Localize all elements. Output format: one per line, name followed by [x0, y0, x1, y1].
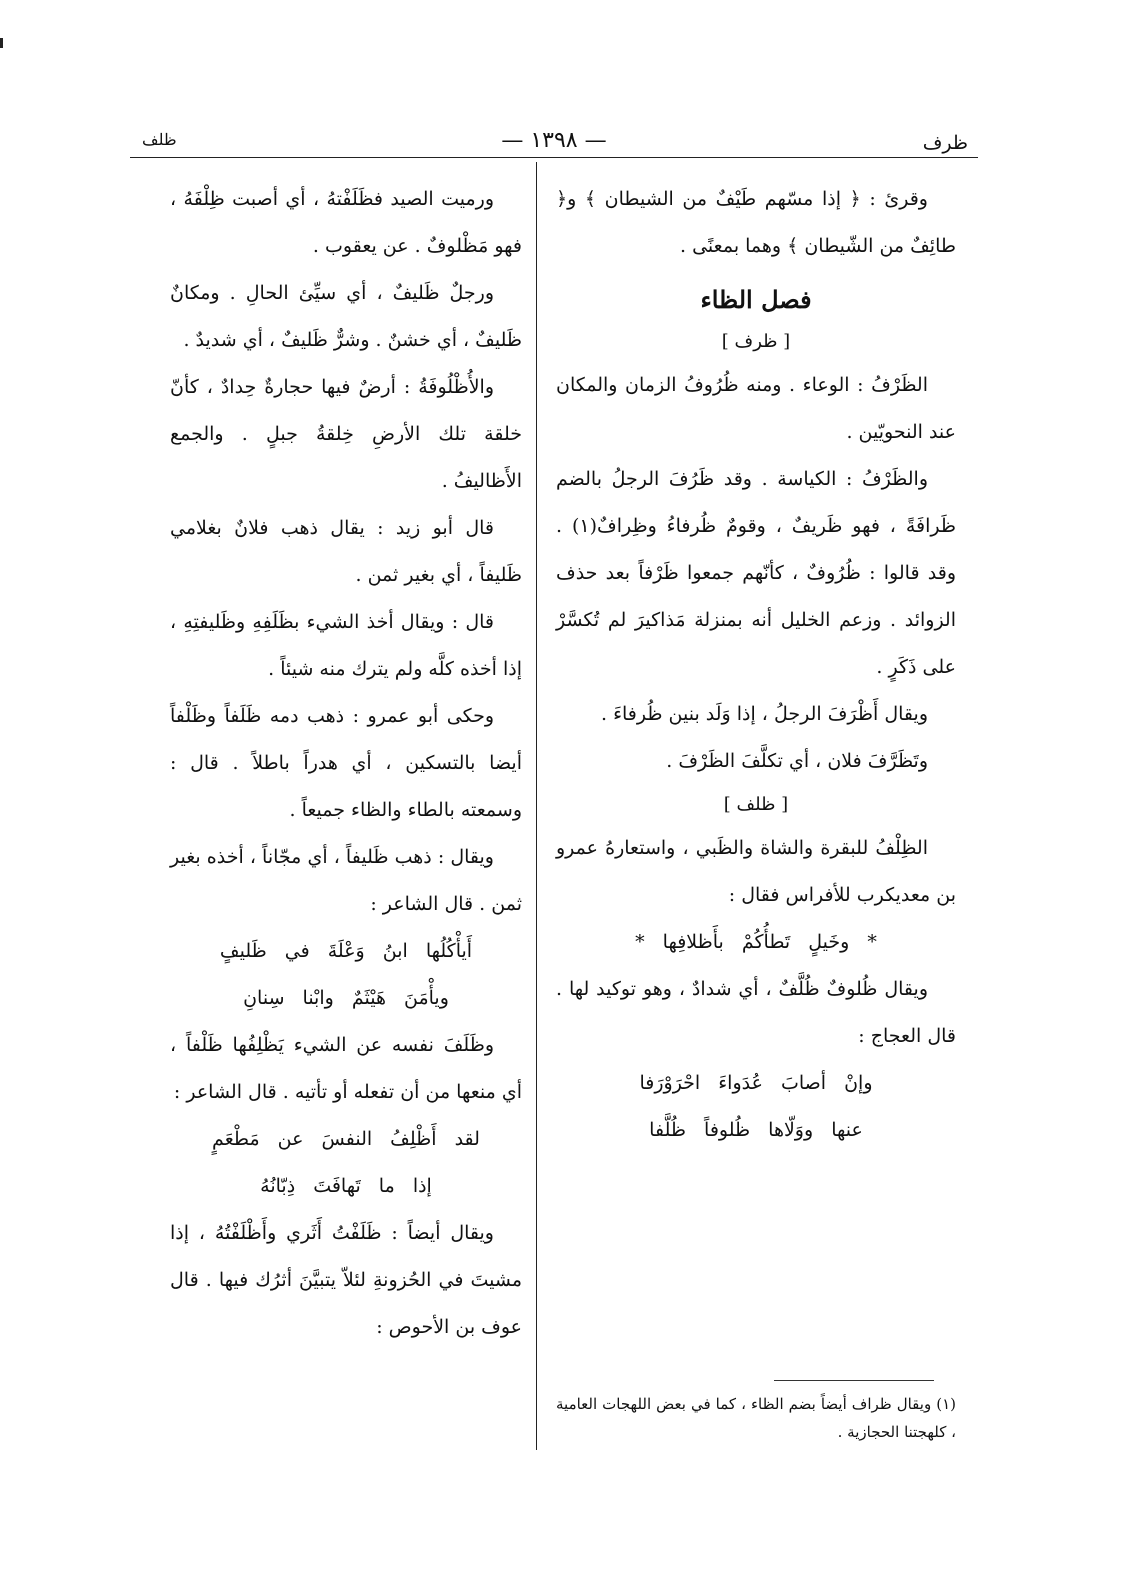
guide-word-left: ظلف [142, 130, 177, 149]
entry-heading: [ ظرف ] [721, 331, 791, 352]
verse-line: أَيأْكُلُها ابنُ وَعْلَةَ في ظَليفٍ [219, 940, 473, 962]
paragraph: وحكى أبو عمرو : ذهب دمه ظَلَفاً وظَلْفاً أيضا بالتسكين ، أي هدراً باطلاً . قال : وسمعته بالطاء والظاء جميعاً . [170, 705, 522, 821]
paragraph: ويقال ظُلوفٌ ظُلَّفٌ ، أي شدادٌ ، وهو توكيد لها . قال العجاج : [556, 978, 956, 1047]
verse-line: لقد أَظْلِفُ النفسَ عن مَطْعَمٍ [212, 1128, 480, 1150]
page-number: — ١٣٩٨ — [501, 128, 607, 153]
scan-mark [0, 38, 3, 48]
verse-line: إذا ما تَهافَتَ ذِبّانُهُ [260, 1175, 432, 1197]
footnote: (١) ويقال ظراف أيضاً بضم الظاء ، كما في بعض اللهجات العامية ، كلهجتنا الحجازية . [556, 1395, 956, 1441]
paragraph: والظَرْفُ : الكياسة . وقد ظَرُفَ الرجلُ بالضم ظَرافَةً ، فهو ظَريفٌ ، وقومٌ ظُرفاءُ وظِرافٌ(١) . وقد قالوا : ظُرُوفٌ ، كأنّهم جمعوا ظَرْفاً بعد حذف الزوائد . وزعم الخليل أنه بمنزلة مَذاكيرَ لم تُكسَّرْ على ذَكَرٍ . [556, 468, 957, 678]
left-column [170, 176, 522, 1351]
paragraph: وتَظَرَّفَ فلان ، أي تكلَّفَ الظَرْفَ . [666, 750, 928, 772]
entry-heading: [ ظلف ] [723, 794, 789, 815]
paragraph: قال : ويقال أخذ الشيء بظَلَفِهِ وظَليفتِهِ ، إذا أخذه كلَّه ولم يترك منه شيئاً . [170, 611, 522, 680]
verse-line: وإنْ أصابَ عُدَواءَ احْرَوْرَفا [639, 1072, 873, 1094]
verse-line: * وخَيلٍ تَطأُكُمْ بأَظلافِها * [635, 931, 877, 953]
column-divider [536, 162, 537, 1450]
footnote-rule [774, 1380, 934, 1381]
verse-line: عنها ووَلّاها ظُلوفاً ظُلَّفا [649, 1119, 863, 1141]
verse-line: ويأْمَنَ هَيْثَمٌ وابْنا سِنانِ [243, 987, 449, 1009]
paragraph: الظَرْفُ : الوعاء . ومنه ظُرُوفُ الزمان والمكان عند النحويّين . [556, 374, 956, 443]
header-rule [130, 157, 978, 158]
paragraph: والأُظْلُوفَةُ : أرضٌ فيها حجارةٌ حِدادٌ ، كأنّ خلقة تلك الأرضِ خِلقةُ جبلٍ . والجمع الأَظاليفُ . [170, 376, 522, 492]
paragraph: ورميت الصيد فظَلَفْتهُ ، أي أصبت ظِلْفَهُ ، فهو مَظْلوفٌ . عن يعقوب . [170, 188, 522, 257]
paragraph: الظِلْفُ للبقرة والشاة والظَبي ، واستعارهُ عمرو بن معديكرب للأفراس فقال : [556, 837, 956, 906]
paragraph: وظَلَفَ نفسه عن الشيء يَظْلِفُها ظَلْفاً ، أي منعها من أن تفعله أو تأتيه . قال الشاعر : [170, 1034, 522, 1103]
paragraph: قال أبو زيد : يقال ذهب فلانٌ بغلامي ظَليفاً ، أي بغير ثمن . [170, 517, 522, 586]
paragraph: ورجلٌ ظَليفٌ ، أي سيِّئ الحالِ . ومكانٌ ظَليفٌ ، أي خشنٌ . وشرٌّ ظَليفٌ ، أي شديدٌ . [170, 282, 522, 351]
guide-word-right: ظرف [922, 132, 968, 154]
paragraph: ويقال : ذهب ظَليفاً ، أي مجّاناً ، أخذه بغير ثمن . قال الشاعر : [170, 846, 522, 915]
paragraph: ويقال أَظْرَفَ الرجلُ ، إذا وَلَد بنين ظُرفاءَ . [600, 703, 928, 725]
right-column [556, 176, 956, 1154]
paragraph: ويقال أيضاً : ظَلَفْتُ أَثَري وأَظْلَفْتُهُ ، إذا مشيتَ في الحُزونةِ لئلاّ يتبيَّنَ أثرُك فيها . قال عوف بن الأحوص : [170, 1222, 522, 1338]
section-title: فصل الظاء [700, 285, 812, 314]
paragraph: وقرئ : ﴿ إذا مسّهم طَيْفٌ من الشيطان ﴾ و﴿ طائِفٌ من الشّيطان ﴾ وهما بمعنًى . [556, 188, 956, 257]
